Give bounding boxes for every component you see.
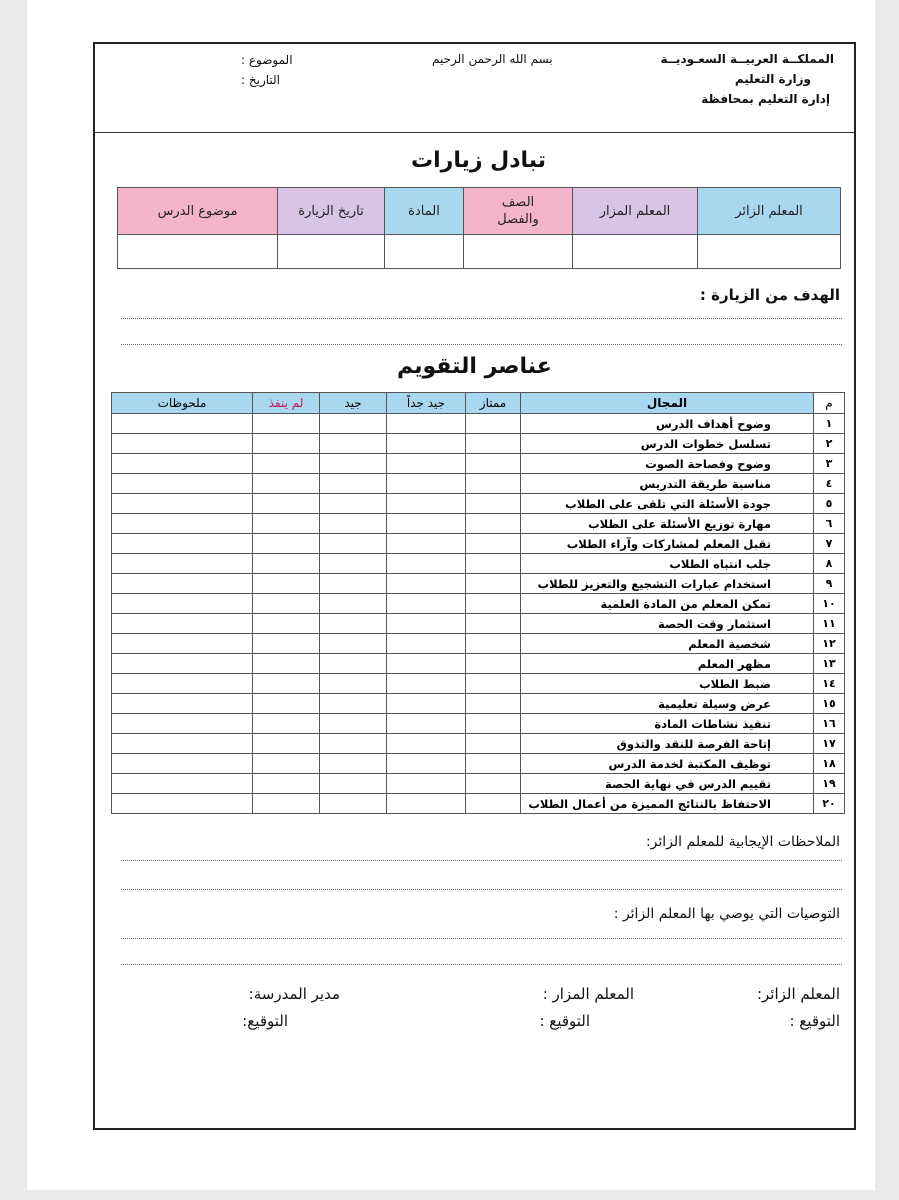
document-header [95,44,854,133]
notes-cell[interactable] [112,474,253,494]
not-done-cell[interactable] [253,494,320,514]
row-number: ١٧ [814,734,845,754]
very-good-cell[interactable] [387,694,466,714]
excellent-cell[interactable] [466,534,521,554]
row-number: ١٢ [814,634,845,654]
notes-cell[interactable] [112,734,253,754]
good-cell[interactable] [320,434,387,454]
good-cell[interactable] [320,774,387,794]
excellent-cell[interactable] [466,614,521,634]
dotted-line [121,344,842,345]
row-domain: استثمار وقت الحصة [521,614,814,634]
row-number: ٥ [814,494,845,514]
good-cell[interactable] [320,714,387,734]
notes-cell[interactable] [112,694,253,714]
good-cell[interactable] [320,594,387,614]
col-lesson-topic: موضوع الدرس [118,188,278,235]
good-cell[interactable] [320,794,387,814]
excellent-cell[interactable] [466,794,521,814]
row-domain: تمكن المعلم من المادة العلمية [521,594,814,614]
excellent-cell[interactable] [466,674,521,694]
notes-cell[interactable] [112,634,253,654]
not-done-cell[interactable] [253,554,320,574]
good-cell[interactable] [320,694,387,714]
evaluation-row [112,634,845,654]
evaluation-row [112,594,845,614]
basmala-text: بسم الله الرحمن الرحيم [432,52,553,66]
not-done-cell[interactable] [253,434,320,454]
row-number: ٦ [814,514,845,534]
dotted-line [121,938,842,939]
row-domain: شخصية المعلم [521,634,814,654]
evaluation-table [111,392,845,814]
recommendations-label: التوصيات التي يوصي بها المعلم الزائر : [613,906,840,922]
subject-label: الموضوع : [241,53,293,67]
very-good-cell[interactable] [387,734,466,754]
very-good-cell[interactable] [387,674,466,694]
excellent-cell[interactable] [466,634,521,654]
row-number: ١٥ [814,694,845,714]
very-good-cell[interactable] [387,554,466,574]
evaluation-row [112,574,845,594]
row-number: ٧ [814,534,845,554]
not-done-cell[interactable] [253,794,320,814]
good-cell[interactable] [320,534,387,554]
evaluation-row [112,414,845,434]
notes-cell[interactable] [112,494,253,514]
notes-cell[interactable] [112,674,253,694]
row-domain: ضبط الطلاب [521,674,814,694]
col-good: جيد [320,393,387,414]
very-good-cell[interactable] [387,434,466,454]
notes-cell[interactable] [112,754,253,774]
evaluation-row [112,534,845,554]
visitor-cell[interactable] [698,235,841,269]
very-good-cell[interactable] [387,634,466,654]
very-good-cell[interactable] [387,754,466,774]
good-cell[interactable] [320,674,387,694]
evaluation-row [112,514,845,534]
col-excellent: ممتاز [466,393,521,414]
row-number: ١٤ [814,674,845,694]
evaluation-row [112,654,845,674]
excellent-cell[interactable] [466,714,521,734]
evaluation-header-row [112,393,845,414]
col-visited-teacher: المعلم المزار [573,188,698,235]
page-frame [93,42,856,1130]
col-subject: المادة [385,188,464,235]
evaluation-row [112,734,845,754]
dotted-line [121,889,842,890]
row-number: ١٨ [814,754,845,774]
excellent-cell[interactable] [466,414,521,434]
evaluation-row [112,674,845,694]
excellent-cell[interactable] [466,454,521,474]
notes-cell[interactable] [112,774,253,794]
row-domain: تنفيذ نشاطات المادة [521,714,814,734]
row-number: ١٩ [814,774,845,794]
not-done-cell[interactable] [253,734,320,754]
very-good-cell[interactable] [387,774,466,794]
excellent-cell[interactable] [466,554,521,574]
row-domain: مظهر المعلم [521,654,814,674]
notes-cell[interactable] [112,434,253,454]
excellent-cell[interactable] [466,514,521,534]
evaluation-row [112,434,845,454]
evaluation-row [112,794,845,814]
col-notes: ملحوظات [112,393,253,414]
excellent-cell[interactable] [466,734,521,754]
notes-cell[interactable] [112,514,253,534]
signature-label-visitor: التوقيع : [789,1012,840,1030]
very-good-cell[interactable] [387,514,466,534]
good-cell[interactable] [320,654,387,674]
row-number: ١٣ [814,654,845,674]
row-domain: وضوح أهداف الدرس [521,414,814,434]
notes-cell[interactable] [112,574,253,594]
notes-cell[interactable] [112,714,253,734]
good-cell[interactable] [320,514,387,534]
excellent-cell[interactable] [466,774,521,794]
very-good-cell[interactable] [387,614,466,634]
excellent-cell[interactable] [466,694,521,714]
good-cell[interactable] [320,414,387,434]
row-domain: استخدام عبارات التشجيع والتعزيز للطلاب [521,574,814,594]
very-good-cell[interactable] [387,714,466,734]
not-done-cell[interactable] [253,754,320,774]
department-text: إدارة التعليم بمحافظة [701,92,830,106]
ministry-text: وزارة التعليم [734,72,811,86]
excellent-cell[interactable] [466,474,521,494]
not-done-cell[interactable] [253,514,320,534]
notes-cell[interactable] [112,654,253,674]
subject-cell[interactable] [385,235,464,269]
not-done-cell[interactable] [253,654,320,674]
not-done-cell[interactable] [253,454,320,474]
good-cell[interactable] [320,614,387,634]
dotted-line [121,318,842,319]
dotted-line [121,860,842,861]
row-number: ١ [814,414,845,434]
very-good-cell[interactable] [387,474,466,494]
not-done-cell[interactable] [253,634,320,654]
not-done-cell[interactable] [253,774,320,794]
evaluation-row [112,694,845,714]
notes-cell[interactable] [112,414,253,434]
row-domain: عرض وسيلة تعليمية [521,694,814,714]
visited-signature-label: المعلم المزار : [542,985,634,1003]
notes-cell[interactable] [112,554,253,574]
row-domain: تقييم الدرس في نهاية الحصة [521,774,814,794]
row-domain: جودة الأسئلة التي تلقى على الطلاب [521,494,814,514]
row-domain: تقبل المعلم لمشاركات وآراء الطلاب [521,534,814,554]
date-label: التاريخ : [241,73,281,87]
excellent-cell[interactable] [466,594,521,614]
evaluation-row [112,494,845,514]
row-domain: مناسبة طريقة التدريس [521,474,814,494]
good-cell[interactable] [320,734,387,754]
col-number: م [814,393,845,414]
excellent-cell[interactable] [466,574,521,594]
visited-cell[interactable] [573,235,698,269]
col-visit-date: تاريخ الزيارة [278,188,385,235]
row-number: ٢ [814,434,845,454]
very-good-cell[interactable] [387,414,466,434]
row-number: ٣ [814,454,845,474]
row-number: ٩ [814,574,845,594]
excellent-cell[interactable] [466,654,521,674]
good-cell[interactable] [320,754,387,774]
positive-notes-label: الملاحظات الإيجابية للمعلم الزائر: [645,834,840,850]
document-sheet [27,0,875,1190]
excellent-cell[interactable] [466,434,521,454]
very-good-cell[interactable] [387,654,466,674]
row-domain: جلب انتباه الطلاب [521,554,814,574]
signature-label-principal: التوقيع: [242,1012,288,1030]
not-done-cell[interactable] [253,414,320,434]
grade-cell[interactable] [464,235,573,269]
goal-label: الهدف من الزيارة : [699,286,840,304]
row-domain: الاحتفاظ بالنتائج المميزة من أعمال الطلاب [521,794,814,814]
row-number: ٤ [814,474,845,494]
very-good-cell[interactable] [387,594,466,614]
good-cell[interactable] [320,474,387,494]
evaluation-row [112,774,845,794]
notes-cell[interactable] [112,534,253,554]
very-good-cell[interactable] [387,454,466,474]
row-domain: وضوح وفصاحة الصوت [521,454,814,474]
not-done-cell[interactable] [253,674,320,694]
evaluation-row [112,614,845,634]
good-cell[interactable] [320,454,387,474]
very-good-cell[interactable] [387,794,466,814]
very-good-cell[interactable] [387,494,466,514]
row-number: ١٠ [814,594,845,614]
not-done-cell[interactable] [253,594,320,614]
row-domain: توظيف المكتبة لخدمة الدرس [521,754,814,774]
evaluation-title: عناصر التقويم [397,354,552,379]
row-domain: مهارة توزيع الأسئلة على الطلاب [521,514,814,534]
visits-empty-row [118,235,841,269]
not-done-cell[interactable] [253,474,320,494]
notes-cell[interactable] [112,454,253,474]
notes-cell[interactable] [112,614,253,634]
evaluation-row [112,454,845,474]
notes-cell[interactable] [112,594,253,614]
row-domain: تسلسل خطوات الدرس [521,434,814,454]
principal-signature-label: مدير المدرسة: [248,985,340,1003]
not-done-cell[interactable] [253,694,320,714]
not-done-cell[interactable] [253,534,320,554]
visits-title: تبادل زيارات [411,148,547,173]
col-domain: المجال [521,393,814,414]
good-cell[interactable] [320,554,387,574]
not-done-cell[interactable] [253,574,320,594]
row-number: ٢٠ [814,794,845,814]
very-good-cell[interactable] [387,534,466,554]
col-very-good: جيد جداً [387,393,466,414]
excellent-cell[interactable] [466,754,521,774]
row-number: ١١ [814,614,845,634]
good-cell[interactable] [320,494,387,514]
evaluation-row [112,754,845,774]
evaluation-row [112,554,845,574]
visits-table [117,187,841,269]
col-not-done: لم ينفذ [253,393,320,414]
date-cell[interactable] [278,235,385,269]
very-good-cell[interactable] [387,574,466,594]
topic-cell[interactable] [118,235,278,269]
dotted-line [121,964,842,965]
kingdom-text: المملكــة العربيــة السعـوديــة [660,52,834,66]
row-number: ٨ [814,554,845,574]
not-done-cell[interactable] [253,714,320,734]
row-domain: إتاحة الفرصة للنقد والتذوق [521,734,814,754]
not-done-cell[interactable] [253,614,320,634]
good-cell[interactable] [320,574,387,594]
evaluation-row [112,714,845,734]
good-cell[interactable] [320,634,387,654]
col-visitor-teacher: المعلم الزائر [698,188,841,235]
evaluation-row [112,474,845,494]
excellent-cell[interactable] [466,494,521,514]
signature-label-visited: التوقيع : [539,1012,590,1030]
col-grade-class: الصف والفصل [464,188,573,235]
row-number: ١٦ [814,714,845,734]
visitor-signature-label: المعلم الزائر: [756,985,840,1003]
notes-cell[interactable] [112,794,253,814]
